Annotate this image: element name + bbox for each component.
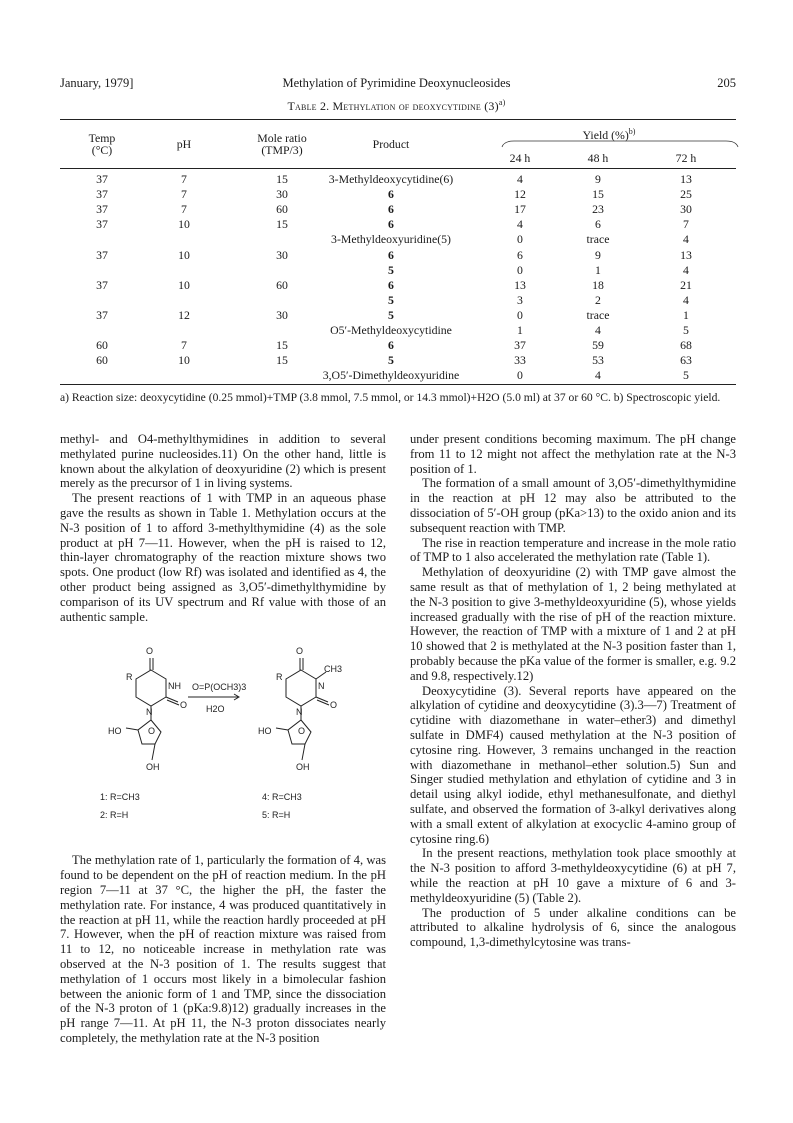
left-ho-label: HO	[108, 726, 122, 736]
table-top-rule	[60, 119, 736, 120]
cell-y72: 63	[680, 353, 692, 368]
cell-y72: 13	[680, 247, 692, 262]
right-paragraph-5: Deoxycytidine (3). Several reports have appeared on the alkylation of cytidine and deoxycytidine (3).3—7) Treatment of cytidine with diazomethane in water–ether3) and dimethyl sulfate in DMF4) caused methylation at the N-3 position of cytosine ring. However, 3 remains unchanged in the reaction with diazomethane in methanol–ether solution.5) Sun and Singer studied methylation and ethylation of cytidine and 3 in detail using alkyl iodide, ethyl methanesulfonate, and diethyl sulfate, and observed the formation of 3-alkyl derivatives along with a small extent of alkylation at exocyclic 4-amino group of cytosine ring.6)	[410, 683, 736, 846]
header-72h: 72 h	[675, 151, 697, 165]
cell-temp: 37	[96, 217, 108, 232]
right-o2-label: O	[330, 700, 338, 710]
cell-y48: 4	[595, 368, 601, 383]
cell-ph: 12	[178, 307, 190, 322]
table-row	[60, 248, 736, 262]
right-column	[410, 432, 736, 950]
left-o2-label: O	[180, 700, 188, 710]
running-header-title: Methylation of Pyrimidine Deoxynucleosides	[282, 76, 511, 90]
cell-temp: 37	[96, 277, 108, 292]
header-temp-label: Temp	[88, 131, 116, 145]
cell-product: 3-Methyldeoxyuridine(5)	[331, 232, 451, 247]
cell-y72: 4	[683, 232, 689, 247]
cell-y24: 33	[514, 353, 526, 368]
cell-product: 6	[388, 202, 394, 217]
right-n3-label: N	[318, 681, 325, 691]
cell-y72: 7	[683, 217, 689, 232]
left-paragraph-1: methyl- and O4-methylthymidines in addition to several methylated purine nucleosides.11) On the other hand, little is known about the alkylation of deoxyuridine (2) which is present merely as the precursor of 1 in living systems.	[60, 432, 386, 491]
left-structure	[126, 658, 179, 760]
cell-y72: 4	[683, 292, 689, 307]
cell-product: 3,O5′-Dimethyldeoxyuridine	[322, 368, 460, 383]
yield-brace	[500, 139, 740, 149]
header-temp-unit: (°C)	[91, 143, 113, 157]
right-paragraph-4: Methylation of deoxyuridine (2) with TMP gave almost the same result as that of methylation of 1, 2 being methylated at the N-3 position to give 3-methyldeoxyuridine (5), whose yields increased gradually with the rise of pH of the reaction mixture. However, the reaction of TMP with a mixture of 1 and 2 at pH 10 showed that 2 is methylated at the N-3 position faster than 1, probably because the pKa value of the former is smaller, e.g. 9.2 and 9.8, respectively.12)	[410, 565, 736, 683]
cell-product: 5	[388, 353, 394, 368]
cell-y24: 0	[517, 307, 523, 322]
cell-y48: 4	[595, 323, 601, 337]
reagent-label: O=P(OCH3)3	[192, 682, 247, 692]
cell-y48: 1	[595, 262, 601, 277]
cell-ph: 10	[178, 217, 190, 232]
table-row	[60, 232, 736, 246]
cell-product: 5	[388, 292, 394, 307]
right-oh-label: OH	[296, 762, 310, 772]
cell-ratio: 15	[276, 338, 288, 353]
table-footnote: a) Reaction size: deoxycytidine (0.25 mmol)+TMP (3.8 mmol, 7.5 mmol, or 14.3 mmol)+H2O (5.0 ml) at 37 or 60 °C. b) Spectroscopic yield.	[60, 391, 721, 404]
right-r-label: R	[276, 672, 283, 682]
header-yield-label: Yield (%)	[582, 127, 629, 142]
header-product: Product	[372, 137, 410, 151]
table-bottom-rule	[60, 384, 736, 385]
left-carbonyl-o: O	[146, 646, 154, 656]
cell-temp: 60	[96, 353, 108, 368]
cell-y24: 0	[517, 368, 523, 383]
left-ring-o-label: O	[148, 726, 156, 736]
right-ho-label: HO	[258, 726, 272, 736]
cell-y72: 13	[680, 172, 692, 186]
cell-product: 6	[388, 277, 394, 292]
cell-ph: 10	[178, 277, 190, 292]
cell-ph: 7	[181, 338, 187, 353]
cell-product: O5′-Methyldeoxycytidine	[330, 323, 452, 337]
table-row	[60, 323, 736, 337]
header-24h: 24 h	[509, 151, 531, 165]
cell-y48: trace	[586, 232, 610, 247]
cell-product: 3-Methyldeoxycytidine(6)	[328, 172, 454, 186]
cell-y24: 12	[514, 187, 526, 202]
reaction-scheme-drawing	[60, 642, 386, 857]
cell-product: 6	[388, 187, 394, 202]
table-row	[60, 172, 736, 186]
table-row	[60, 353, 736, 367]
conditions-label: H2O	[206, 704, 225, 714]
right-paragraph-3: The rise in reaction temperature and increase in the mole ratio of TMP to 1 also accelerated the methylation rate (Table 1).	[410, 535, 736, 565]
right-paragraph-1: under present conditions becoming maximum. The pH change from 11 to 12 might not affect the methylation rate at the N-3 position of 1.	[410, 432, 736, 476]
left-n1-label: N	[146, 707, 153, 717]
table-row	[60, 278, 736, 292]
cell-y24: 1	[517, 323, 523, 337]
page-number: 205	[717, 76, 736, 90]
cell-temp: 60	[96, 338, 108, 353]
left-paragraph-3: The methylation rate of 1, particularly the formation of 4, was found to be dependent on the pH of reaction medium. In the pH region 7—11 at 37 °C, the higher the pH, the faster the methylation rate. For instance, 4 was produced quantitatively in the reaction at pH 11, while the reaction hardly proceeded at pH 7. However, when the pH of reaction mixture was raised from 11 to 12, no noticeable increase in methylation rate was observed at the N-3 position of 1. The results suggest that methylation of 1 occurs most likely in a bimolecular fashion between the anionic form of 1 and TMP, since the dissociation of the N-3 proton of 1 (pKa:9.8)12) gradually increases in the pH range 7—11. At pH 11, the N-3 proton dissociates nearly completely, the methylation rate at the N-3 position	[60, 853, 386, 1045]
cell-y24: 0	[517, 232, 523, 247]
cell-y72: 25	[680, 187, 692, 202]
cell-y48: 9	[595, 172, 601, 186]
table-row	[60, 293, 736, 307]
header-ph: pH	[176, 137, 192, 151]
cell-y48: 9	[595, 247, 601, 262]
cell-ph: 10	[178, 353, 190, 368]
right-ring-o-label: O	[298, 726, 306, 736]
reaction-scheme	[60, 642, 386, 857]
cell-ratio: 60	[276, 277, 288, 292]
cell-y24: 4	[517, 217, 523, 232]
cell-ratio: 15	[276, 217, 288, 232]
cell-temp: 37	[96, 247, 108, 262]
right-ch3-label: CH3	[324, 664, 343, 674]
table-caption	[0, 98, 793, 114]
table-caption-text: Table 2. Methylation of deoxycytidine (3)	[287, 99, 499, 113]
cell-y48: 15	[592, 187, 604, 202]
cell-ph: 7	[181, 172, 187, 186]
table-row	[60, 202, 736, 216]
cell-y24: 4	[517, 172, 523, 186]
cell-temp: 37	[96, 187, 108, 202]
header-48h: 48 h	[587, 151, 609, 165]
cell-y48: 6	[595, 217, 601, 232]
left-r-label: R	[126, 672, 133, 682]
right-carbonyl-o: O	[296, 646, 304, 656]
cell-ratio: 15	[276, 172, 288, 186]
table-row	[60, 187, 736, 201]
left-oh-label: OH	[146, 762, 160, 772]
cell-product: 6	[388, 247, 394, 262]
cell-y48: 23	[592, 202, 604, 217]
table-row	[60, 308, 736, 322]
cell-ratio: 30	[276, 307, 288, 322]
cell-y48: 2	[595, 292, 601, 307]
table-row	[60, 217, 736, 231]
cell-y24: 37	[514, 338, 526, 353]
cell-ratio: 30	[276, 187, 288, 202]
cell-y72: 4	[683, 262, 689, 277]
cell-y24: 13	[514, 277, 526, 292]
cell-y24: 6	[517, 247, 523, 262]
cell-y48: 53	[592, 353, 604, 368]
left-paragraph-2: The present reactions of 1 with TMP in an aqueous phase gave the results as shown in Table 1. Methylation occurs at the N-3 position of 1 to afford 3-methylthymidine (4) as the sole product at pH 7—11. However, when the pH is raised to 12, thin-layer chromatography of the reaction mixture shows two spots. One product (low Rf) was isolated and identified as 4, the other product being assigned as 3,O5′-dimethylthymidine by comparison of its UV spectrum and Rf value with those of an authentic sample.	[60, 491, 386, 624]
header-temp	[60, 132, 144, 156]
cell-product: 5	[388, 307, 394, 322]
cell-y24: 0	[517, 262, 523, 277]
cell-y72: 1	[683, 307, 689, 322]
running-header-left: January, 1979]	[60, 76, 134, 90]
compound-1-label: 1: R=CH3	[100, 792, 140, 802]
right-structure	[276, 658, 329, 760]
cell-ph: 10	[178, 247, 190, 262]
cell-temp: 37	[96, 172, 108, 186]
cell-y24: 17	[514, 202, 526, 217]
cell-product: 6	[388, 338, 394, 353]
cell-y48: 59	[592, 338, 604, 353]
right-n1-label: N	[296, 707, 303, 717]
cell-y72: 5	[683, 323, 689, 337]
cell-y72: 5	[683, 368, 689, 383]
table-caption-sup: a)	[498, 98, 506, 107]
compound-4-label: 4: R=CH3	[262, 792, 302, 802]
table-row	[60, 338, 736, 352]
right-paragraph-2: The formation of a small amount of 3,O5′-dimethylthymidine in the reaction at pH 12 may also be attributed to the dissociation of 5′-OH group (pKa>13) to the oxido anion and its subsequent reaction with TMP.	[410, 476, 736, 535]
compound-5-label: 5: R=H	[262, 810, 291, 820]
cell-y72: 68	[680, 338, 692, 353]
cell-product: 5	[388, 262, 394, 277]
cell-ph: 7	[181, 202, 187, 217]
cell-y48: 18	[592, 277, 604, 292]
cell-y72: 30	[680, 202, 692, 217]
table-row	[60, 368, 736, 382]
cell-ratio: 30	[276, 247, 288, 262]
left-nh-label: NH	[168, 681, 181, 691]
cell-temp: 37	[96, 307, 108, 322]
cell-y48: trace	[586, 307, 610, 322]
compound-2-label: 2: R=H	[100, 810, 129, 820]
table-header-rule	[60, 168, 736, 169]
cell-ratio: 60	[276, 202, 288, 217]
cell-ratio: 15	[276, 353, 288, 368]
table-row	[60, 263, 736, 277]
cell-product: 6	[388, 217, 394, 232]
cell-temp: 37	[96, 202, 108, 217]
cell-ph: 7	[181, 187, 187, 202]
cell-y24: 3	[517, 292, 523, 307]
right-paragraph-7: The production of 5 under alkaline conditions can be attributed to alkaline hydrolysis of 6, since the analogous compound, 1,3-dimethylcytosine was trans-	[410, 905, 736, 950]
right-paragraph-6: In the present reactions, methylation took place smoothly at the N-3 position to afford 3-methyldeoxycytidine (6) at pH 7, while the reaction at pH 10 gave a mixture of 6 and 3-methyldeoxyuridine (5) (Table 2).	[410, 846, 736, 905]
header-mole-ratio-unit: (TMP/3)	[261, 143, 303, 157]
header-yield-sup: b)	[628, 127, 636, 136]
cell-y72: 21	[680, 277, 692, 292]
header-mole-ratio-label: Mole ratio	[257, 131, 307, 145]
